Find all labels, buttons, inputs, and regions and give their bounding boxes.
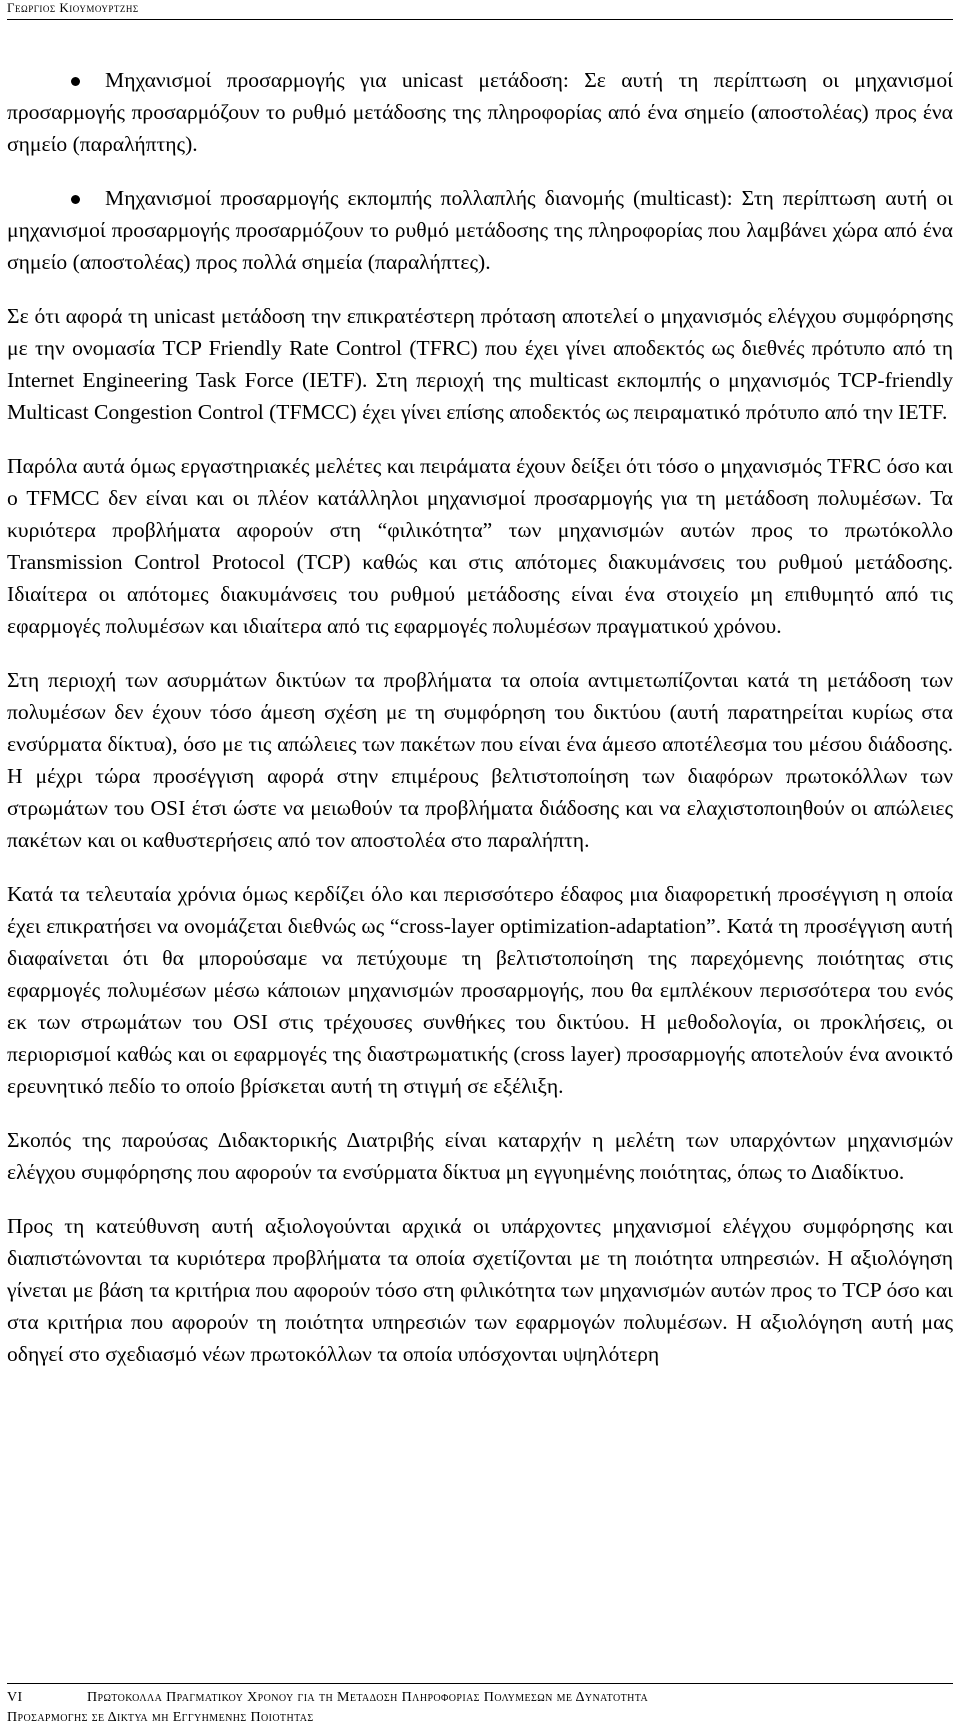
- bullet-icon: [71, 77, 80, 86]
- paragraph: Προς τη κατεύθυνση αυτή αξιολογούνται αρχικά οι υπάρχοντες μηχανισμοί ελέγχου συμφόρησης και διαπιστώνονται τα κυριότερα προβλήματα τα οποία σχετίζονται με τη ποιότητα υπηρεσιών. Η αξιολόγηση γίνεται με βάση τα κριτήρια που αφορούν τόσο στη φιλικότητα των μηχανισμών αυτών προς το TCP όσο και στα κριτήρια που αφορούν τη ποιότητα υπηρεσιών των εφαρμογών πολυμέσων. Η αξιολόγηση αυτή μας οδηγεί στο σχεδιασμό νέων πρωτοκόλλων τα οποία υπόσχονται υψηλότερη: [7, 1214, 953, 1366]
- bullet-item: [7, 64, 953, 160]
- header-rule: [7, 19, 953, 20]
- paragraph: Παρόλα αυτά όμως εργαστηριακές μελέτες και πειράματα έχουν δείξει ότι τόσο ο μηχανισμός TFRC όσο και ο TFMCC δεν είναι και οι πλέον κατάλληλοι μηχανισμοί προσαρμογής για τη μετάδοση πολυμέσων. Τα κυριότερα προβλήματα αφορούν στη “φιλικότητα” των μηχανισμών αυτών προς το πρωτόκολλο Transmission Control Protocol (TCP) καθώς και στις απότομες διακυμάνσεις του ρυθμού μετάδοσης. Ιδιαίτερα οι απότομες διακυμάνσεις του ρυθμού μετάδοσης είναι ένα στοιχείο μη επιθυμητό από τις εφαρμογές πολυμέσων και ιδιαίτερα από τις εφαρμογές πολυμέσων πραγματικού χρόνου.: [7, 454, 953, 638]
- bullet-item: [7, 182, 953, 278]
- running-header-author: Γεωργιος Κιουμουρτζης: [7, 0, 139, 15]
- page-number: VI: [7, 1690, 23, 1705]
- paragraph: Σε ότι αφορά τη unicast μετάδοση την επικρατέστερη πρόταση αποτελεί ο μηχανισμός ελέγχου συμφόρησης με την ονομασία TCP Friendly Rate Control (TFRC) που έχει γίνει αποδεκτός ως διεθνές πρότυπο από τη Internet Engineering Task Force (IETF). Στη περιοχή της multicast εκπομπής ο μηχανισμός TCP-friendly Multicast Congestion Control (TFMCC) έχει γίνει επίσης αποδεκτός ως πειραματικό πρότυπο από την IETF.: [7, 304, 953, 424]
- bullet-text: Μηχανισμοί προσαρμογής εκπομπής πολλαπλής διανομής (multicast): Στη περίπτωση αυτή οι μηχανισμοί προσαρμογής προσαρμόζουν το ρυθμό μετάδοσης της πληροφορίας που λαμβάνει χώρα από ένα σημείο (αποστολέας) προς πολλά σημεία (παραλήπτες).: [7, 186, 953, 274]
- footer-title-line-1: Πρωτοκολλα Πραγματικου Χρονου για τη Μεταδοση Πληροφοριας Πολυμεσων με Δυνατοτητα: [87, 1690, 649, 1705]
- footer-rule: [7, 1683, 953, 1684]
- paragraph: Σκοπός της παρούσας Διδακτορικής Διατριβής είναι καταρχήν η μελέτη των υπαρχόντων μηχανισμών ελέγχου συμφόρησης που αφορούν τα ενσύρματα δίκτυα μη εγγυημένης ποιότητας, όπως το Διαδίκτυο.: [7, 1128, 953, 1184]
- bullet-icon: [71, 195, 80, 204]
- bullet-text: Μηχανισμοί προσαρμογής για unicast μετάδοση: Σε αυτή τη περίπτωση οι μηχανισμοί προσαρμογής προσαρμόζουν το ρυθμό μετάδοσης της πληροφορίας από ένα σημείο (αποστολέας) προς ένα σημείο (παραλήπτης).: [7, 68, 953, 156]
- paragraph: Κατά τα τελευταία χρόνια όμως κερδίζει όλο και περισσότερο έδαφος μια διαφορετική προσέγγιση η οποία έχει επικρατήσει να ονομάζεται διεθνώς ως “cross-layer optimization-adaptation”. Κατά τη προσέγγιση αυτή διαφαίνεται ότι θα μπορούσαμε να πετύχουμε τη βελτιστοποίηση της παρεχόμενης ποιότητας στις εφαρμογές πολυμέσων μέσω κάποιων μηχανισμών προσαρμογής, που θα εμπλέκουν περισσότερα του ενός εκ των στρωμάτων του OSI στις τρέχουσες συνθήκες του δικτύου. Η μεθοδολογία, οι προκλήσεις, οι περιορισμοί καθώς και οι εφαρμογές της διαστρωματικής (cross layer) προσαρμογής αποτελούν ένα ανοικτό ερευνητικό πεδίο το οποίο βρίσκεται αυτή τη στιγμή σε εξέλιξη.: [7, 882, 953, 1098]
- footer-line-1: [7, 1688, 953, 1708]
- running-footer: [7, 1688, 953, 1728]
- body-text: [7, 64, 953, 1392]
- paragraph: Στη περιοχή των ασυρμάτων δικτύων τα προβλήματα τα οποία αντιμετωπίζονται κατά τη μετάδοση των πολυμέσων δεν έχουν τόσο άμεση σχέση με τη συμφόρηση του δικτύου (αυτή παρατηρείται κυρίως στα ενσύρματα δίκτυα), όσο με τις απώλειες των πακέτων που είναι ένα άμεσο αποτέλεσμα του μέσου διάδοσης. Η μέχρι τώρα προσέγγιση αφορά στην επιμέρους βελτιστοποίηση των διαφόρων πρωτοκόλλων των στρωμάτων του OSI έτσι ώστε να μειωθούν τα προβλήματα διάδοσης και να ελαχιστοποιηθούν οι απώλειες πακέτων και οι καθυστερήσεις από τον αποστολέα στο παραλήπτη.: [7, 668, 953, 852]
- footer-title-line-2: Προσαρμογης σε Δικτυα μη Εγγυημενης Ποιοτητας: [7, 1710, 314, 1725]
